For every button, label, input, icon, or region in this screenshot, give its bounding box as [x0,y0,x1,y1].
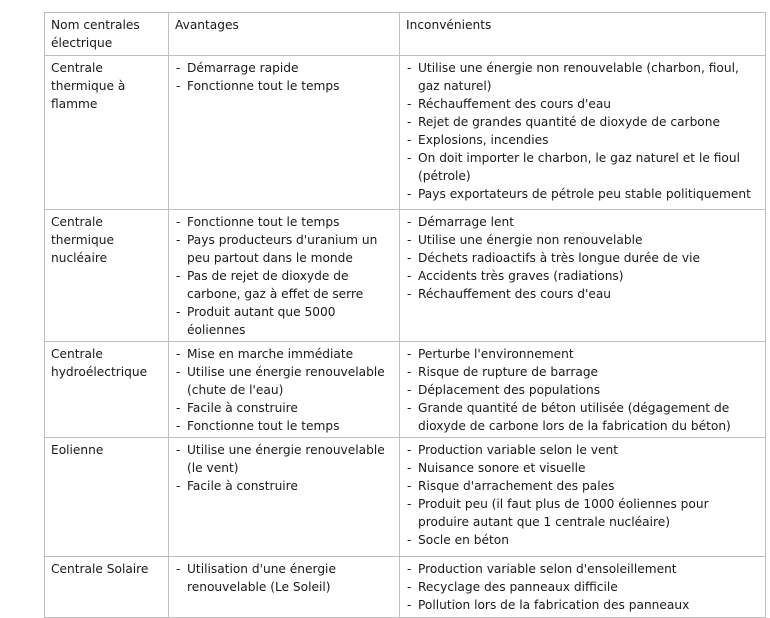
list-item: - Produit autant que 5000 éoliennes [175,303,393,339]
list-item: - Démarrage lent [406,213,759,231]
advantages-list [175,441,393,495]
power-plants-table [44,12,766,618]
header-advantages: Avantages [169,13,400,56]
list-item: - On doit importer le charbon, le gaz naturel et le fioul (pétrole) [406,149,759,185]
list-item: - Fonctionne tout le temps [175,213,393,231]
list-item: - Socle en béton [406,531,759,549]
list-item: - Démarrage rapide [175,59,393,77]
table-row [45,557,766,618]
disadvantages-list [406,213,759,303]
list-item: - Réchauffement des cours d'eau [406,95,759,113]
header-plant-name: Nom centrales électrique [45,13,169,56]
plant-name-cell: Centrale hydroélectrique [45,342,169,438]
table-row [45,342,766,438]
list-item: - Déchets radioactifs à très longue durée de vie [406,249,759,267]
list-item: - Déplacement des populations [406,381,759,399]
advantages-list [175,560,393,596]
table-header-row [45,13,766,56]
list-item: - Utilise une énergie renouvelable (le vent) [175,441,393,477]
plant-name-cell: Centrale thermique nucléaire [45,210,169,342]
list-item: - Perturbe l'environnement [406,345,759,363]
disadvantages-cell [400,438,766,557]
disadvantages-list [406,345,759,435]
disadvantages-cell [400,342,766,438]
disadvantages-cell [400,210,766,342]
advantages-cell [169,56,400,210]
list-item: - Utilise une énergie non renouvelable (charbon, fioul, gaz naturel) [406,59,759,95]
list-item: - Mise en marche immédiate [175,345,393,363]
disadvantages-list [406,441,759,549]
list-item: - Produit peu (il faut plus de 1000 éoliennes pour produire autant que 1 centrale nucléaire) [406,495,759,531]
list-item: - Pays producteurs d'uranium un peu partout dans le monde [175,231,393,267]
advantages-cell [169,557,400,618]
disadvantages-cell [400,557,766,618]
list-item: - Facile à construire [175,477,393,495]
plant-name-cell: Centrale Solaire [45,557,169,618]
list-item: - Réchauffement des cours d'eau [406,285,759,303]
list-item: - Production variable selon le vent [406,441,759,459]
list-item: - Pollution lors de la fabrication des panneaux [406,596,759,614]
list-item: - Risque de rupture de barrage [406,363,759,381]
list-item: - Facile à construire [175,399,393,417]
list-item: - Pays exportateurs de pétrole peu stable politiquement [406,185,759,203]
list-item: - Risque d'arrachement des pales [406,477,759,495]
list-item: - Nuisance sonore et visuelle [406,459,759,477]
list-item: - Accidents très graves (radiations) [406,267,759,285]
list-item: - Fonctionne tout le temps [175,77,393,95]
list-item: - Utilisation d'une énergie renouvelable (Le Soleil) [175,560,393,596]
plant-name-cell: Eolienne [45,438,169,557]
advantages-list [175,213,393,339]
list-item: - Recyclage des panneaux difficile [406,578,759,596]
list-item: - Production variable selon d'ensoleillement [406,560,759,578]
advantages-cell [169,342,400,438]
list-item: - Grande quantité de béton utilisée (dégagement de dioxyde de carbone lors de la fabrication du béton) [406,399,759,435]
table-row [45,438,766,557]
table-row [45,56,766,210]
header-disadvantages: Inconvénients [400,13,766,56]
list-item: - Rejet de grandes quantité de dioxyde de carbone [406,113,759,131]
list-item: - Utilise une énergie non renouvelable [406,231,759,249]
advantages-list [175,59,393,95]
list-item: - Fonctionne tout le temps [175,417,393,435]
table-row [45,210,766,342]
advantages-cell [169,438,400,557]
list-item: - Utilise une énergie renouvelable (chute de l'eau) [175,363,393,399]
disadvantages-cell [400,56,766,210]
advantages-cell [169,210,400,342]
plant-name-cell: Centrale thermique à flamme [45,56,169,210]
disadvantages-list [406,59,759,203]
list-item: - Explosions, incendies [406,131,759,149]
disadvantages-list [406,560,759,614]
advantages-list [175,345,393,435]
list-item: - Pas de rejet de dioxyde de carbone, gaz à effet de serre [175,267,393,303]
